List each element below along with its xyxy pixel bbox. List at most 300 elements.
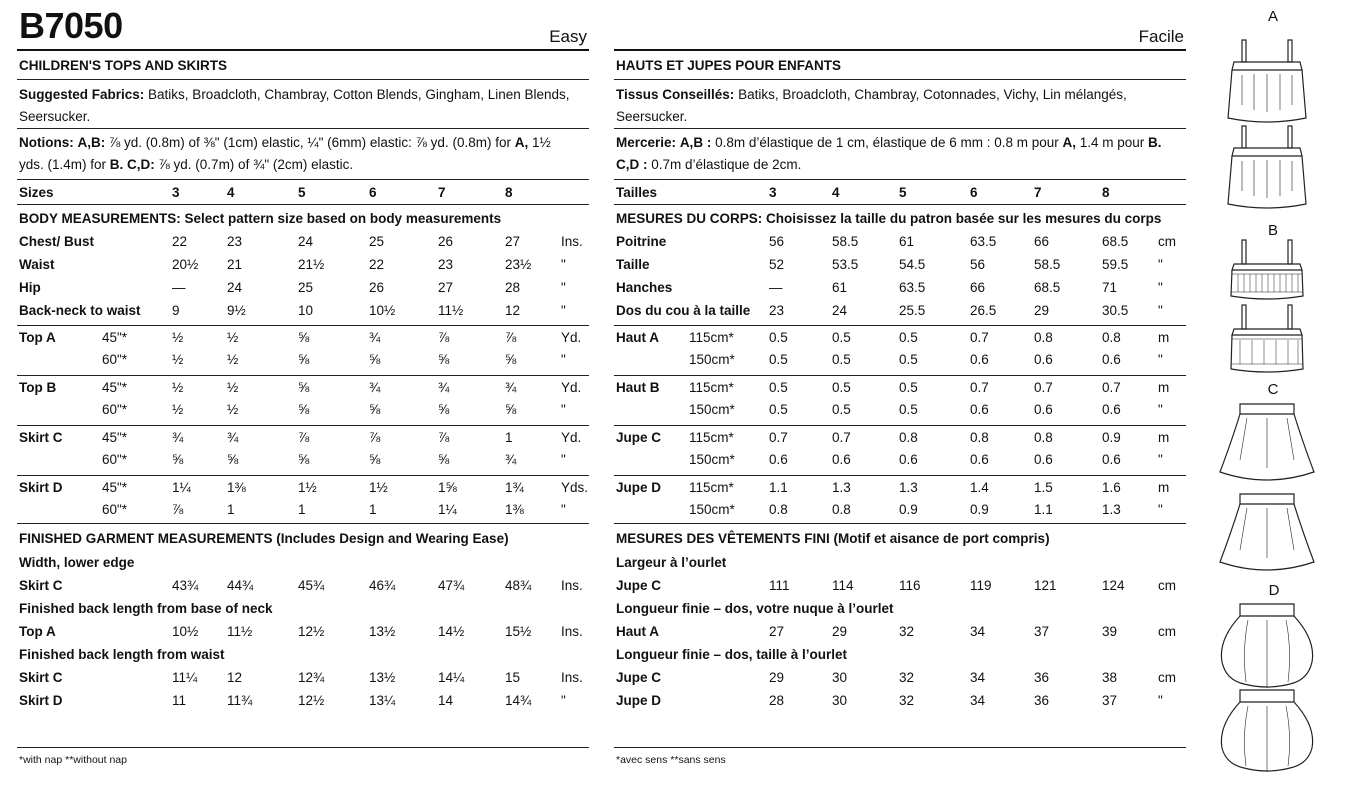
yardage-cell: 1⅜ (227, 480, 246, 495)
yardage-cell: 0.7 (1102, 380, 1121, 395)
top-a-front-drawing (1228, 40, 1306, 122)
body-row-label: Hip (19, 280, 41, 295)
view-illustrations (1212, 0, 1342, 788)
yardage-cell: 0.6 (1034, 402, 1053, 417)
finished-cell: 37 (1034, 624, 1050, 639)
finished-subheading: Largeur à l’ourlet (616, 555, 727, 570)
yardage-cell: 0.5 (832, 402, 851, 417)
unit-label: " (1158, 280, 1163, 295)
size-header: 6 (970, 185, 978, 200)
yardage-cell: ½ (227, 380, 239, 395)
body-cell: 56 (970, 257, 986, 272)
yardage-cell: 0.5 (832, 352, 851, 367)
yardage-cell: ⅝ (172, 452, 184, 467)
divider (17, 425, 589, 426)
notions-paragraph (616, 132, 1172, 176)
finished-cell: 34 (970, 693, 986, 708)
top-b-back-drawing (1231, 305, 1303, 372)
finished-cell: 116 (899, 578, 921, 593)
yardage-cell: ¾ (369, 330, 381, 345)
divider (17, 49, 589, 51)
yardage-cell: 0.8 (1034, 430, 1053, 445)
fabrics-label: Tissus Conseillés: (616, 87, 735, 102)
yardage-cell: 0.6 (1034, 352, 1053, 367)
fabric-width: 150cm* (689, 452, 735, 467)
yardage-cell: ¾ (369, 380, 381, 395)
yardage-cell: 0.6 (970, 352, 989, 367)
yardage-cell: 0.5 (832, 380, 851, 395)
unit-label: " (1158, 693, 1163, 708)
yardage-cell: 1⅜ (505, 502, 524, 517)
yardage-cell: 1.5 (1034, 480, 1053, 495)
fabric-width: 45"* (102, 330, 128, 345)
body-cell: 52 (769, 257, 785, 272)
finished-cell: 30 (832, 670, 848, 685)
yardage-cell: 0.5 (769, 402, 788, 417)
finished-cell: 12½ (298, 693, 325, 708)
yardage-cell: 1.3 (899, 480, 918, 495)
finished-cell: 45¾ (298, 578, 325, 593)
body-cell: — (769, 280, 783, 295)
body-cell: 61 (899, 234, 915, 249)
skirt-d-back-drawing (1221, 690, 1312, 772)
yardage-cell: 0.5 (899, 402, 918, 417)
body-cell: 53.5 (832, 257, 859, 272)
divider (614, 523, 1186, 524)
body-cell: 61 (832, 280, 848, 295)
yardage-cell: ½ (227, 402, 239, 417)
finished-cell: 37 (1102, 693, 1118, 708)
body-cell: 59.5 (1102, 257, 1129, 272)
finished-cell: 14¾ (505, 693, 532, 708)
body-cell: 29 (1034, 303, 1050, 318)
unit-label: Yd. (561, 430, 582, 445)
finished-cell: 11¾ (227, 693, 253, 708)
yardage-cell: ½ (172, 380, 184, 395)
finished-cell: 114 (832, 578, 854, 593)
yardage-cell: ⅞ (438, 330, 450, 345)
body-cell: 22 (369, 257, 385, 272)
view-label: Jupe D (616, 480, 662, 495)
finished-subheading: Width, lower edge (19, 555, 135, 570)
yardage-cell: ⅞ (369, 430, 381, 445)
unit-label: cm (1158, 578, 1176, 593)
fabric-width: 60"* (102, 352, 128, 367)
fabric-width: 45"* (102, 380, 128, 395)
body-cell: 23 (438, 257, 454, 272)
divider (17, 128, 589, 129)
yardage-cell: ⅝ (298, 330, 310, 345)
body-row-label: Hanches (616, 280, 673, 295)
fabric-width: 60"* (102, 502, 128, 517)
yardage-cell: 0.5 (899, 352, 918, 367)
fabric-width: 150cm* (689, 402, 735, 417)
difficulty-level: Easy (549, 27, 587, 46)
divider (614, 325, 1186, 326)
body-cell: 25 (369, 234, 385, 249)
body-cell: 28 (505, 280, 521, 295)
notions-paragraph (19, 132, 575, 176)
body-cell: 10½ (369, 303, 396, 318)
unit-label: " (561, 280, 566, 295)
notions-label: Notions: (19, 135, 74, 150)
yardage-cell: 0.7 (970, 380, 989, 395)
yardage-cell: 0.8 (1102, 330, 1121, 345)
divider (614, 204, 1186, 205)
unit-label: " (561, 402, 566, 417)
yardage-cell: ⅝ (438, 452, 450, 467)
body-row-label: Back-neck to waist (19, 303, 141, 318)
body-cell: 71 (1102, 280, 1118, 295)
divider (17, 747, 589, 748)
yardage-cell: 1½ (369, 480, 388, 495)
view-label: Top B (19, 380, 57, 395)
yardage-cell: ¾ (172, 430, 184, 445)
body-cell: 25.5 (899, 303, 926, 318)
fabric-width: 150cm* (689, 502, 735, 517)
english-panel (17, 0, 589, 788)
body-cell: 23½ (505, 257, 532, 272)
yardage-cell: ⅝ (505, 402, 517, 417)
unit-label: Ins. (561, 578, 583, 593)
yardage-cell: 1¾ (505, 480, 524, 495)
body-cell: 26 (438, 234, 454, 249)
yardage-cell: ⅝ (298, 352, 310, 367)
finished-heading: FINISHED GARMENT MEASUREMENTS (Includes Design and Wearing Ease) (19, 531, 509, 546)
body-cell: 24 (298, 234, 314, 249)
body-measurements-heading: BODY MEASUREMENTS: Select pattern size based on body measurements (19, 211, 502, 226)
yardage-cell: 1 (505, 430, 513, 445)
size-header: 7 (1034, 185, 1042, 200)
unit-label: " (561, 452, 566, 467)
finished-cell: 14¼ (438, 670, 465, 685)
body-row-label: Waist (19, 257, 55, 272)
finished-cell: 32 (899, 624, 915, 639)
yardage-cell: 0.8 (970, 430, 989, 445)
yardage-cell: ⅝ (227, 452, 239, 467)
body-cell: 12 (505, 303, 521, 318)
yardage-cell: 0.6 (1102, 452, 1121, 467)
finished-cell: 30 (832, 693, 848, 708)
yardage-cell: 0.6 (970, 452, 989, 467)
yardage-cell: ⅝ (298, 402, 310, 417)
size-header: 5 (298, 185, 306, 200)
divider (17, 475, 589, 476)
yardage-cell: 1 (369, 502, 377, 517)
unit-label: " (561, 352, 566, 367)
size-header: 3 (172, 185, 180, 200)
finished-cell: 13½ (369, 624, 396, 639)
fabrics-paragraph (19, 84, 575, 128)
finished-cell: 32 (899, 670, 915, 685)
yardage-cell: 0.9 (970, 502, 989, 517)
finished-cell: 10½ (172, 624, 199, 639)
yardage-cell: 1.4 (970, 480, 989, 495)
body-cell: 11½ (438, 303, 464, 318)
yardage-cell: 0.6 (1102, 402, 1121, 417)
body-cell: 25 (298, 280, 314, 295)
body-cell: 66 (970, 280, 986, 295)
divider (614, 747, 1186, 748)
fabrics-text: Batiks, Broadcloth, Chambray, Cotton Blends, Gingham, Linen Blends, Seersucker. (19, 87, 570, 124)
divider (614, 179, 1186, 180)
finished-cell: 111 (769, 578, 790, 593)
unit-label: m (1158, 380, 1170, 395)
yardage-cell: ¾ (505, 452, 517, 467)
view-label-c: C (1267, 381, 1279, 398)
finished-row-label: Jupe C (616, 670, 662, 685)
unit-label: " (561, 693, 566, 708)
unit-label: cm (1158, 234, 1176, 249)
unit-label: " (1158, 257, 1163, 272)
size-header: 6 (369, 185, 377, 200)
unit-label: m (1158, 480, 1170, 495)
finished-cell: 29 (769, 670, 785, 685)
view-label-b: B (1267, 222, 1278, 239)
unit-label: cm (1158, 624, 1176, 639)
yardage-cell: ½ (227, 330, 239, 345)
divider (614, 128, 1186, 129)
finished-cell: 43¾ (172, 578, 199, 593)
finished-subheading: Finished back length from base of neck (19, 601, 273, 616)
finished-cell: 29 (832, 624, 848, 639)
body-cell: 30.5 (1102, 303, 1129, 318)
finished-cell: 36 (1034, 693, 1050, 708)
finished-cell: 13¼ (369, 693, 396, 708)
yardage-cell: ½ (172, 402, 184, 417)
size-header: 7 (438, 185, 446, 200)
yardage-cell: 1¼ (438, 502, 457, 517)
divider (614, 375, 1186, 376)
finished-subheading: Longueur finie – dos, taille à l’ourlet (616, 647, 848, 662)
body-row-label: Dos du cou à la taille (616, 303, 751, 318)
finished-row-label: Top A (19, 624, 56, 639)
yardage-cell: ¾ (227, 430, 239, 445)
body-cell: 24 (227, 280, 243, 295)
yardage-cell: 0.6 (970, 402, 989, 417)
finished-cell: 12½ (298, 624, 325, 639)
body-cell: 21 (227, 257, 243, 272)
finished-row-label: Jupe D (616, 693, 662, 708)
finished-row-label: Skirt D (19, 693, 63, 708)
finished-cell: 124 (1102, 578, 1125, 593)
notions-text: A,B : 0.8m d’élastique de 1 cm, élastique de 6 mm : 0.8 m pour A, 1.4 m pour B. C,D : 0.7m d’élastique de 2cm. (616, 135, 1162, 172)
yardage-cell: ¾ (505, 380, 517, 395)
yardage-cell: ⅝ (438, 352, 450, 367)
yardage-cell: ⅝ (369, 352, 381, 367)
unit-label: " (1158, 452, 1163, 467)
yardage-cell: 0.8 (899, 430, 918, 445)
yardage-cell: 1.6 (1102, 480, 1121, 495)
finished-row-label: Jupe C (616, 578, 662, 593)
difficulty-level: Facile (1138, 27, 1184, 46)
french-panel (614, 0, 1186, 788)
yardage-cell: ⅝ (369, 452, 381, 467)
finished-cell: 28 (769, 693, 785, 708)
yardage-cell: ⅝ (298, 452, 310, 467)
yardage-cell: 1 (227, 502, 235, 517)
body-cell: 23 (227, 234, 243, 249)
body-cell: 63.5 (899, 280, 926, 295)
finished-cell: 34 (970, 624, 986, 639)
finished-cell: 119 (970, 578, 992, 593)
divider (614, 475, 1186, 476)
top-a-back-drawing (1228, 126, 1306, 208)
finished-row-label: Haut A (616, 624, 659, 639)
body-cell: 58.5 (832, 234, 859, 249)
finished-cell: 36 (1034, 670, 1050, 685)
fabric-width: 150cm* (689, 352, 735, 367)
size-header: 8 (505, 185, 513, 200)
divider (614, 425, 1186, 426)
notions-label: Mercerie: (616, 135, 677, 150)
finished-cell: 15½ (505, 624, 532, 639)
finished-cell: 13½ (369, 670, 396, 685)
unit-label: " (1158, 402, 1163, 417)
finished-cell: 11½ (227, 624, 253, 639)
view-label: Jupe C (616, 430, 662, 445)
unit-label: cm (1158, 670, 1176, 685)
yardage-cell: ⅝ (298, 380, 310, 395)
yardage-cell: ⅞ (438, 430, 450, 445)
finished-heading: MESURES DES VÊTEMENTS FINI (Motif et aisance de port compris) (616, 531, 1050, 546)
finished-cell: 11¼ (172, 670, 198, 685)
yardage-cell: 0.9 (1102, 430, 1121, 445)
fabric-width: 115cm* (689, 480, 734, 495)
body-cell: 21½ (298, 257, 325, 272)
yardage-cell: 1⅝ (438, 480, 457, 495)
finished-subheading: Longueur finie – dos, votre nuque à l’ourlet (616, 601, 894, 616)
top-b-front-drawing (1231, 240, 1303, 299)
size-header: 3 (769, 185, 777, 200)
footnote: *with nap **without nap (19, 754, 127, 766)
unit-label: " (561, 303, 566, 318)
body-cell: 9½ (227, 303, 246, 318)
yardage-cell: 0.7 (1034, 380, 1053, 395)
unit-label: Yd. (561, 330, 582, 345)
size-header: 4 (832, 185, 840, 200)
yardage-cell: 0.9 (899, 502, 918, 517)
yardage-cell: 1.3 (1102, 502, 1121, 517)
body-cell: 56 (769, 234, 785, 249)
fabric-width: 60"* (102, 452, 128, 467)
finished-cell: 14 (438, 693, 454, 708)
yardage-cell: 1.3 (832, 480, 851, 495)
pattern-number: B7050 (19, 5, 123, 46)
yardage-cell: ½ (172, 352, 184, 367)
yardage-cell: 1.1 (1034, 502, 1053, 517)
unit-label: " (561, 502, 566, 517)
view-label-d: D (1268, 582, 1280, 599)
yardage-cell: 0.6 (899, 452, 918, 467)
body-cell: 26.5 (970, 303, 997, 318)
sizes-label: Sizes (19, 185, 54, 200)
body-cell: 58.5 (1034, 257, 1061, 272)
fabric-width: 115cm* (689, 380, 734, 395)
body-cell: 63.5 (970, 234, 997, 249)
yardage-cell: ⅝ (369, 402, 381, 417)
yardage-cell: 0.5 (769, 352, 788, 367)
yardage-cell: ⅞ (505, 330, 517, 345)
body-cell: 68.5 (1102, 234, 1129, 249)
yardage-cell: ⅞ (298, 430, 310, 445)
finished-cell: 46¾ (369, 578, 396, 593)
yardage-cell: 1.1 (769, 480, 788, 495)
body-cell: — (172, 280, 186, 295)
divider (17, 179, 589, 180)
notions-text: A,B: ⅞ yd. (0.8m) of ⅜" (1cm) elastic, ¼" (6mm) elastic: ⅞ yd. (0.8m) for A, 1½ yds. (1.4m) for B. C,D: ⅞ yd. (0.7m) of ¾" (2cm) elastic. (19, 135, 551, 172)
view-label: Top A (19, 330, 56, 345)
finished-row-label: Skirt C (19, 578, 63, 593)
unit-label: " (1158, 303, 1163, 318)
skirt-c-back-drawing (1220, 494, 1314, 570)
skirt-d-front-drawing (1221, 604, 1312, 688)
body-cell: 26 (369, 280, 385, 295)
fabric-width: 115cm* (689, 330, 734, 345)
unit-label: m (1158, 430, 1170, 445)
size-header: 8 (1102, 185, 1110, 200)
yardage-cell: 0.8 (832, 502, 851, 517)
yardage-cell: 0.5 (769, 330, 788, 345)
yardage-cell: 0.5 (769, 380, 788, 395)
finished-cell: 47¾ (438, 578, 465, 593)
finished-cell: 14½ (438, 624, 465, 639)
view-label: Skirt D (19, 480, 63, 495)
yardage-cell: 0.5 (899, 330, 918, 345)
fabrics-label: Suggested Fabrics: (19, 87, 145, 102)
fabric-width: 115cm* (689, 430, 734, 445)
fabrics-paragraph (616, 84, 1172, 128)
body-cell: 9 (172, 303, 180, 318)
yardage-cell: ½ (227, 352, 239, 367)
yardage-cell: 0.6 (832, 452, 851, 467)
body-measurements-heading: MESURES DU CORPS: Choisissez la taille du patron basée sur les mesures du corps (616, 211, 1162, 226)
footnote: *avec sens **sans sens (616, 754, 726, 766)
unit-label: Yd. (561, 380, 582, 395)
view-label: Skirt C (19, 430, 63, 445)
size-header: 4 (227, 185, 235, 200)
yardage-cell: 1¼ (172, 480, 191, 495)
body-cell: 24 (832, 303, 848, 318)
body-cell: 20½ (172, 257, 199, 272)
yardage-cell: ⅝ (505, 352, 517, 367)
finished-cell: 12 (227, 670, 243, 685)
yardage-cell: ⅞ (172, 502, 184, 517)
fabric-width: 60"* (102, 402, 128, 417)
unit-label: Ins. (561, 234, 583, 249)
finished-row-label: Skirt C (19, 670, 63, 685)
yardage-cell: 0.7 (769, 430, 788, 445)
yardage-cell: 0.5 (899, 380, 918, 395)
finished-cell: 32 (899, 693, 915, 708)
fabric-width: 45"* (102, 480, 128, 495)
yardage-cell: ½ (172, 330, 184, 345)
finished-cell: 27 (769, 624, 785, 639)
yardage-cell: ¾ (438, 380, 450, 395)
body-cell: 66 (1034, 234, 1050, 249)
divider (17, 375, 589, 376)
yardage-cell: 0.7 (832, 430, 851, 445)
unit-label: Ins. (561, 624, 583, 639)
body-cell: 27 (438, 280, 454, 295)
unit-label: " (1158, 502, 1163, 517)
skirt-c-front-drawing (1220, 404, 1314, 480)
finished-cell: 12¾ (298, 670, 325, 685)
divider (17, 325, 589, 326)
pattern-title: HAUTS ET JUPES POUR ENFANTS (616, 58, 842, 73)
finished-subheading: Finished back length from waist (19, 647, 225, 662)
yardage-cell: ⅝ (438, 402, 450, 417)
